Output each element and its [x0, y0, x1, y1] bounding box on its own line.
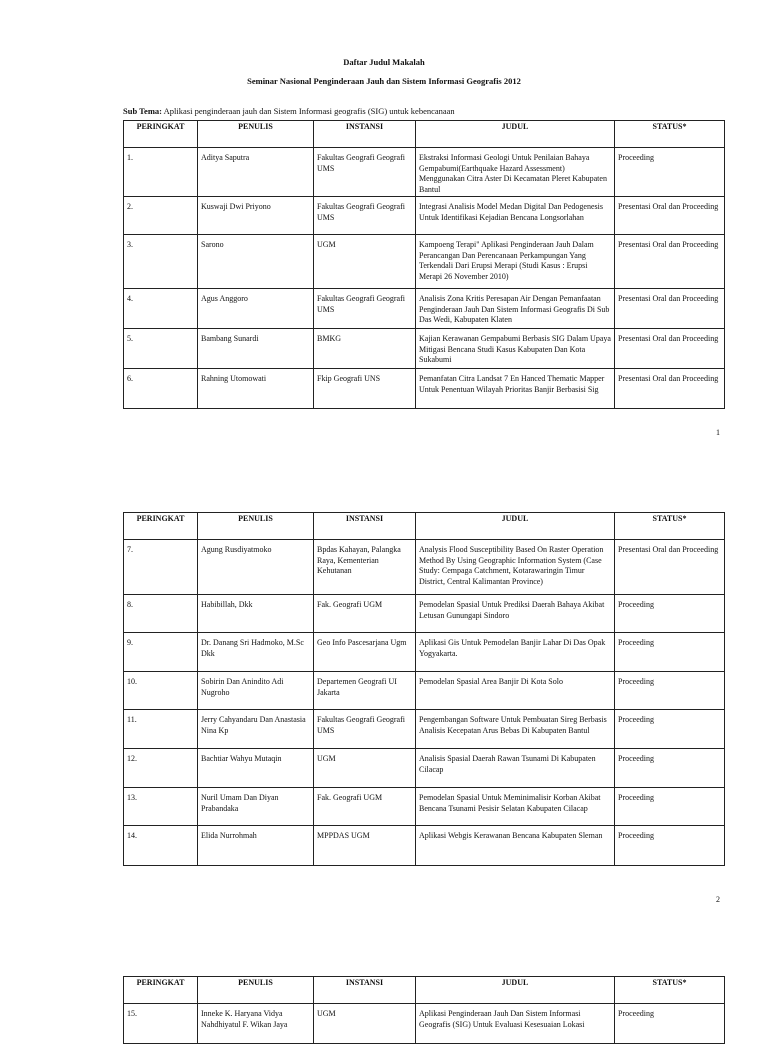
- cell-no: 14.: [124, 826, 198, 866]
- cell-judul: Aplikasi Gis Untuk Pemodelan Banjir Lahar Di Das Opak Yogyakarta.: [416, 633, 615, 672]
- papers-table-page-2: [123, 512, 725, 866]
- cell-judul: Analisis Spasial Daerah Rawan Tsunami Di Kabupaten Cilacap: [416, 749, 615, 788]
- cell-instansi: Geo Info Pascesarjana Ugm: [314, 633, 416, 672]
- cell-status: Proceeding: [615, 749, 725, 788]
- cell-no: 9.: [124, 633, 198, 672]
- table-row: [124, 788, 725, 826]
- cell-instansi: Fakultas Geografi Geografi UMS: [314, 710, 416, 749]
- cell-status: Presentasi Oral dan Proceeding: [615, 197, 725, 235]
- header-judul: JUDUL: [416, 977, 615, 1004]
- table-row: [124, 235, 725, 289]
- cell-no: 3.: [124, 235, 198, 289]
- table-header-row: [124, 513, 725, 540]
- table-row: [124, 148, 725, 197]
- cell-no: 7.: [124, 540, 198, 595]
- cell-penulis: Agung Rusdiyatmoko: [198, 540, 314, 595]
- header-instansi: INSTANSI: [314, 121, 416, 148]
- header-judul: JUDUL: [416, 513, 615, 540]
- cell-status: Proceeding: [615, 148, 725, 197]
- cell-status: Proceeding: [615, 826, 725, 866]
- cell-judul: Integrasi Analisis Model Medan Digital Dan Pedogenesis Untuk Identifikasi Kejadian Bencana Longsorlahan: [416, 197, 615, 235]
- page-number: 2: [716, 895, 720, 904]
- table-row: [124, 197, 725, 235]
- table-row: [124, 329, 725, 369]
- cell-status: Proceeding: [615, 672, 725, 710]
- cell-no: 5.: [124, 329, 198, 369]
- header-penulis: PENULIS: [198, 513, 314, 540]
- table-row: [124, 672, 725, 710]
- cell-penulis: Rahning Utomowati: [198, 369, 314, 409]
- cell-no: 10.: [124, 672, 198, 710]
- cell-penulis: Elida Nurrohmah: [198, 826, 314, 866]
- cell-penulis: Agus Anggoro: [198, 289, 314, 329]
- cell-status: Proceeding: [615, 710, 725, 749]
- cell-no: 11.: [124, 710, 198, 749]
- cell-instansi: Bpdas Kahayan, Palangka Raya, Kementerian Kehutanan: [314, 540, 416, 595]
- cell-no: 4.: [124, 289, 198, 329]
- cell-judul: Aplikasi Penginderaan Jauh Dan Sistem Informasi Geografis (SIG) Untuk Evaluasi Kesesuaian Lokasi: [416, 1004, 615, 1044]
- cell-penulis: Aditya Saputra: [198, 148, 314, 197]
- header-status: STATUS*: [615, 121, 725, 148]
- header-penulis: PENULIS: [198, 977, 314, 1004]
- cell-instansi: BMKG: [314, 329, 416, 369]
- cell-status: Presentasi Oral dan Proceeding: [615, 329, 725, 369]
- table-row: [124, 826, 725, 866]
- cell-status: Proceeding: [615, 633, 725, 672]
- cell-status: Proceeding: [615, 595, 725, 633]
- header-instansi: INSTANSI: [314, 977, 416, 1004]
- cell-judul: Ekstraksi Informasi Geologi Untuk Penilaian Bahaya Gempabumi(Earthquake Hazard Assessment) Menggunakan Citra Aster Di Kecamatan Pleret Kabupaten Bantul: [416, 148, 615, 197]
- cell-instansi: MPPDAS UGM: [314, 826, 416, 866]
- papers-table-page-3: [123, 976, 725, 1044]
- cell-instansi: Fak. Geografi UGM: [314, 788, 416, 826]
- header-peringkat: PERINGKAT: [124, 977, 198, 1004]
- page-number: 1: [716, 428, 720, 437]
- cell-instansi: Departemen Geografi UI Jakarta: [314, 672, 416, 710]
- cell-instansi: UGM: [314, 1004, 416, 1044]
- papers-table-page-1: [123, 120, 725, 409]
- table-row: [124, 710, 725, 749]
- cell-instansi: UGM: [314, 235, 416, 289]
- header-peringkat: PERINGKAT: [124, 121, 198, 148]
- table-row: [124, 540, 725, 595]
- cell-penulis: Sobirin Dan Anindito Adi Nugroho: [198, 672, 314, 710]
- table-row: [124, 749, 725, 788]
- cell-no: 15.: [124, 1004, 198, 1044]
- cell-instansi: Fakultas Geografi Geografi UMS: [314, 289, 416, 329]
- cell-no: 8.: [124, 595, 198, 633]
- table-row: [124, 289, 725, 329]
- cell-judul: Kampoeng Terapi" Aplikasi Penginderaan Jauh Dalam Perancangan Dan Perencanaan Perkampungan Yang Terkendali Dari Erupsi Merapi (Studi Kasus : Erupsi Merapi 26 November 2010): [416, 235, 615, 289]
- header-instansi: INSTANSI: [314, 513, 416, 540]
- document-subtitle: Seminar Nasional Penginderaan Jauh dan Sistem Informasi Geografis 2012: [247, 76, 521, 86]
- cell-status: Presentasi Oral dan Proceeding: [615, 235, 725, 289]
- header-status: STATUS*: [615, 977, 725, 1004]
- cell-judul: Pengembangan Software Untuk Pembuatan Sireg Berbasis Analisis Kecepatan Arus Bebas Di Kabupaten Bantul: [416, 710, 615, 749]
- header-status: STATUS*: [615, 513, 725, 540]
- subtema-label: Sub Tema:: [123, 106, 162, 116]
- header-penulis: PENULIS: [198, 121, 314, 148]
- cell-judul: Pemodelan Spasial Area Banjir Di Kota Solo: [416, 672, 615, 710]
- cell-penulis: Nuril Umam Dan Diyan Prabandaka: [198, 788, 314, 826]
- cell-penulis: Jerry Cahyandaru Dan Anastasia Nina Kp: [198, 710, 314, 749]
- cell-judul: Aplikasi Webgis Kerawanan Bencana Kabupaten Sleman: [416, 826, 615, 866]
- cell-status: Proceeding: [615, 788, 725, 826]
- cell-no: 13.: [124, 788, 198, 826]
- cell-status: Presentasi Oral dan Proceeding: [615, 540, 725, 595]
- cell-status: Presentasi Oral dan Proceeding: [615, 369, 725, 409]
- table-row: [124, 595, 725, 633]
- cell-penulis: Inneke K. Haryana Vidya Nahdhiyatul F. Wikan Jaya: [198, 1004, 314, 1044]
- cell-status: Presentasi Oral dan Proceeding: [615, 289, 725, 329]
- cell-judul: Pemodelan Spasial Untuk Prediksi Daerah Bahaya Akibat Letusan Gunungapi Sindoro: [416, 595, 615, 633]
- cell-instansi: Fakultas Geografi Geografi UMS: [314, 148, 416, 197]
- header-judul: JUDUL: [416, 121, 615, 148]
- document-title: Daftar Judul Makalah: [343, 57, 425, 67]
- cell-instansi: UGM: [314, 749, 416, 788]
- table-header-row: [124, 977, 725, 1004]
- table-row: [124, 633, 725, 672]
- subtema-text: Aplikasi penginderaan jauh dan Sistem Informasi geografis (SIG) untuk kebencanaan: [163, 106, 455, 116]
- cell-instansi: Fakultas Geografi Geografi UMS: [314, 197, 416, 235]
- cell-no: 6.: [124, 369, 198, 409]
- cell-status: Proceeding: [615, 1004, 725, 1044]
- cell-penulis: Bachtiar Wahyu Mutaqin: [198, 749, 314, 788]
- cell-penulis: Kuswaji Dwi Priyono: [198, 197, 314, 235]
- cell-no: 12.: [124, 749, 198, 788]
- cell-judul: Analysis Flood Susceptibility Based On Raster Operation Method By Using Geographic Information System (Case Study: Cempaga Catchment, Kotarawaringin Timur District, Central Kalimantan Province): [416, 540, 615, 595]
- header-peringkat: PERINGKAT: [124, 513, 198, 540]
- cell-penulis: Dr. Danang Sri Hadmoko, M.Sc Dkk: [198, 633, 314, 672]
- cell-judul: Pemodelan Spasial Untuk Meminimalisir Korban Akibat Bencana Tsunami Pesisir Selatan Kabupaten Cilacap: [416, 788, 615, 826]
- cell-judul: Pemanfatan Citra Landsat 7 En Hanced Thematic Mapper Untuk Penentuan Wilayah Prioritas Banjir Berbasisi Sig: [416, 369, 615, 409]
- cell-no: 2.: [124, 197, 198, 235]
- cell-instansi: Fkip Geografi UNS: [314, 369, 416, 409]
- cell-judul: Analisis Zona Kritis Peresapan Air Dengan Pemanfaatan Penginderaan Jauh Dan Sistem Informasi Geografis Di Sub Das Wedi, Kabupaten Klaten: [416, 289, 615, 329]
- table-row: [124, 369, 725, 409]
- cell-penulis: Habibillah, Dkk: [198, 595, 314, 633]
- table-header-row: [124, 121, 725, 148]
- subtema-line: [123, 106, 455, 116]
- cell-instansi: Fak. Geografi UGM: [314, 595, 416, 633]
- cell-penulis: Bambang Sunardi: [198, 329, 314, 369]
- cell-judul: Kajian Kerawanan Gempabumi Berbasis SIG Dalam Upaya Mitigasi Bencana Studi Kasus Kabupaten Dan Kota Sukabumi: [416, 329, 615, 369]
- cell-penulis: Sarono: [198, 235, 314, 289]
- cell-no: 1.: [124, 148, 198, 197]
